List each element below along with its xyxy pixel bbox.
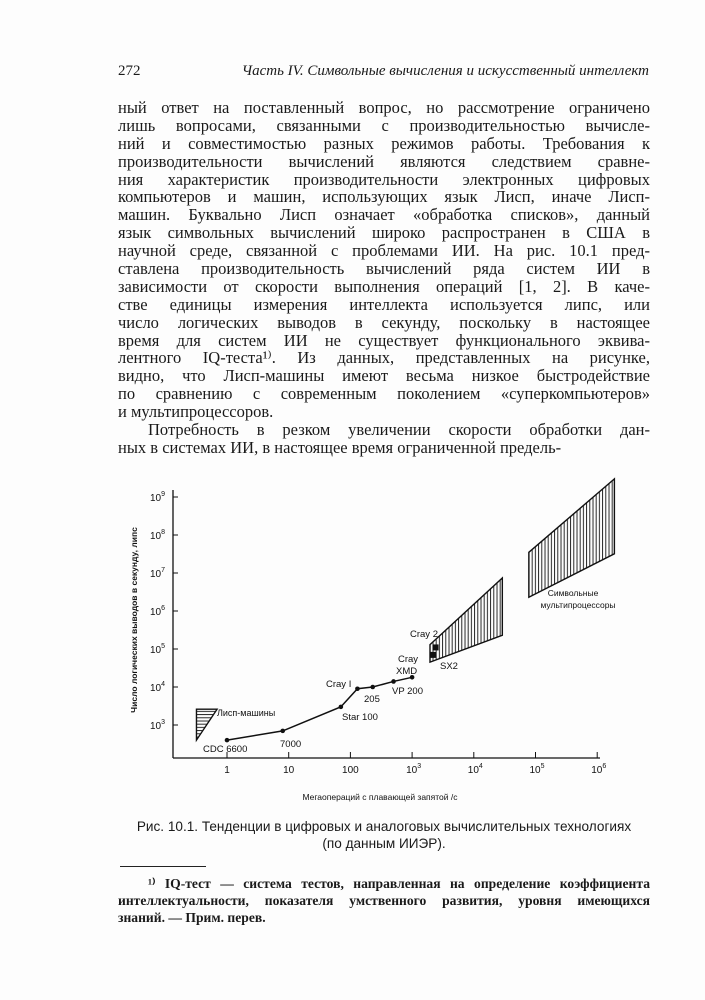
point-label: Star 100 — [342, 712, 378, 723]
tick-base: 100 — [342, 765, 359, 776]
hatched-region — [430, 578, 502, 662]
tick-exp: 9 — [161, 491, 166, 498]
text-line: ния характеристик производительности электронных цифровых — [118, 169, 650, 189]
tick-base: 10 — [150, 607, 162, 618]
x-axis-label: Мегаопераций с плавающей запятой /с — [302, 792, 458, 802]
running-title: Часть IV. Символьные вычисления и искусственный интеллект — [241, 63, 649, 79]
data-point — [391, 679, 396, 684]
tick-base: 10 — [150, 531, 162, 542]
tick-base: 10 — [406, 765, 418, 776]
tick-exp: 4 — [478, 763, 483, 770]
data-point — [339, 705, 344, 710]
point-label: CDC 6600 — [203, 744, 248, 755]
region-label: Символьные — [547, 588, 599, 598]
tick-exp: 5 — [540, 763, 545, 770]
tick-base: 10 — [591, 765, 603, 776]
footnote-divider — [120, 866, 206, 867]
tick-base: 10 — [529, 765, 541, 776]
y-axis-label: Число логических выводов в секунду, липс — [129, 527, 139, 713]
x-tick-label — [468, 763, 483, 776]
text-line: производительности вычислений являются следствием сравне- — [118, 151, 650, 171]
text-line: ставлена производительность вычислений ряда систем ИИ в — [118, 259, 650, 279]
footnote-line: интеллектуальности, показателя умственного развития, уровня имеющихся — [118, 893, 650, 908]
tick-base: 10 — [150, 645, 162, 656]
tick-base: 10 — [283, 765, 295, 776]
tick-exp: 6 — [602, 763, 607, 770]
point-label: 205 — [364, 694, 380, 705]
footnote-line: ¹⁾ IQ-тест — система тестов, направленная на определение коэффициента — [148, 876, 650, 891]
y-tick-label — [150, 681, 165, 694]
x-tick-label — [406, 763, 421, 776]
point-label: 7000 — [280, 739, 302, 750]
processor-marker — [433, 644, 439, 650]
tick-exp: 4 — [161, 681, 166, 688]
hatched-region — [529, 479, 615, 597]
x-tick-label — [283, 765, 295, 776]
processor-marker — [430, 652, 436, 658]
y-tick-label — [150, 491, 165, 504]
x-tick-label — [342, 765, 359, 776]
point-label: SX2 — [440, 661, 458, 672]
y-tick-label — [150, 719, 165, 732]
text-line: время для систем ИИ не существует функционального эквива- — [118, 330, 650, 350]
caption-line: (по данным ИИЭР). — [322, 836, 446, 851]
x-tick-label — [530, 763, 545, 776]
y-tick-label — [150, 567, 165, 580]
point-label: Cray — [398, 654, 419, 665]
y-tick-label — [150, 643, 165, 656]
text-line: машин. Буквально Лисп означает «обработка списков», данный — [118, 205, 650, 225]
figure-caption — [118, 818, 650, 852]
tick-base: 10 — [150, 721, 162, 732]
x-tick-label — [591, 763, 606, 776]
tick-exp: 6 — [161, 605, 166, 612]
point-label: XMD — [396, 666, 418, 677]
text-line: ный ответ на поставленный вопрос, но рассмотрение ограничено — [118, 98, 650, 117]
region-label: мультипроцессоры — [540, 600, 616, 610]
data-point — [280, 729, 285, 734]
tick-exp: 7 — [161, 567, 166, 574]
tick-base: 10 — [150, 493, 162, 504]
footnote-line: знаний. — Прим. перев. — [118, 910, 266, 925]
data-point — [370, 685, 375, 690]
tick-exp: 3 — [417, 763, 422, 770]
y-tick-label — [150, 529, 165, 542]
x-tick-label — [224, 765, 230, 776]
text-line: видно, что Лисп-машины имеют весьма низкое быстродействие — [118, 366, 650, 386]
text-line: лентного IQ-теста¹⁾. Из данных, представленных на рисунке, — [118, 348, 650, 368]
point-label: Cray I — [326, 679, 352, 690]
caption-line: Рис. 10.1. Тенденции в цифровых и аналоговых вычислительных технологиях — [136, 819, 632, 834]
text-line: зависимости от скорости выполнения операций [1, 2]. В каче- — [118, 276, 650, 296]
text-line: ных в системах ИИ, в настоящее время ограниченной предель- — [118, 437, 562, 457]
point-label: VP 200 — [392, 686, 423, 697]
text-line: число логических выводов в секунду, поскольку в настоящее — [118, 312, 650, 332]
text-line: и мультипроцессоров. — [118, 402, 274, 422]
y-tick-label — [150, 605, 165, 618]
tick-base: 1 — [224, 765, 230, 776]
tick-exp: 8 — [161, 529, 166, 536]
tick-exp: 3 — [161, 719, 166, 726]
hatched-region — [196, 709, 217, 740]
text-line: лишь вопросами, связанными с производительностью вычисле- — [118, 115, 650, 135]
page-number: 272 — [118, 63, 141, 79]
tick-base: 10 — [467, 765, 479, 776]
footnote — [118, 875, 650, 926]
text-line: по сравнению с современным поколением «суперкомпьютеров» — [118, 384, 650, 404]
text-line: язык символьных вычислений широко распространен в США в — [118, 223, 650, 243]
region-label: Лисп-машины — [217, 708, 276, 718]
tick-exp: 5 — [161, 643, 166, 650]
data-point — [355, 686, 360, 691]
tick-base: 10 — [150, 569, 162, 580]
text-line: Потребность в резком увеличении скорости обработки дан- — [148, 420, 650, 440]
text-line: компьютеров и машин, использующих язык Лисп, иначе Лисп- — [118, 187, 650, 207]
text-line: научной среде, связанной с проблемами ИИ. На рис. 10.1 пред- — [118, 241, 650, 261]
data-point — [225, 738, 230, 743]
text-line: ний и совместимостью разных режимов работы. Требования к — [118, 133, 650, 153]
point-label: Cray 2 — [410, 629, 438, 640]
text-line: стве единицы измерения интеллекта используется липс, или — [118, 294, 650, 314]
tick-base: 10 — [150, 683, 162, 694]
